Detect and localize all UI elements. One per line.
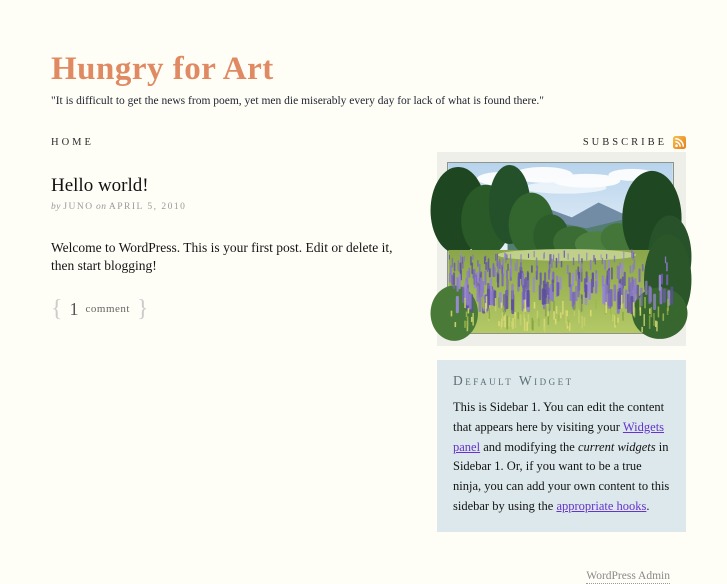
comment-close-brace: }	[136, 296, 149, 322]
byline-date: APRIL 5, 2010	[108, 202, 187, 212]
byline-by: by	[51, 202, 61, 212]
default-widget	[437, 360, 686, 532]
page-footer	[51, 566, 686, 584]
subscribe-label: SUBSCRIBE	[582, 136, 667, 148]
widget-text-part: and modifying the	[480, 439, 578, 454]
comment-open-brace: {	[51, 296, 63, 322]
nav-bar	[51, 134, 686, 150]
post-title-link[interactable]: Hello world!	[51, 175, 149, 196]
comment-count: 1	[69, 298, 79, 319]
byline-author: JUNO	[63, 202, 94, 212]
comments-link[interactable]	[51, 297, 149, 321]
wordpress-admin-link[interactable]: WordPress Admin	[586, 569, 670, 582]
site-tagline: "It is difficult to get the news from poem, yet men die miserably every day for lack of what is found there."	[51, 95, 544, 107]
rss-icon	[673, 136, 686, 149]
appropriate-hooks-link[interactable]: appropriate hooks	[556, 498, 647, 513]
widget-text-part: in Sidebar 1. Or, if you want to be a true ninja, you can add your own content to this sidebar by using the	[453, 439, 670, 513]
post-body: Welcome to WordPress. This is your first post. Edit or delete it, then start blogging!	[51, 240, 393, 273]
page-container	[51, 0, 686, 584]
widget-text	[453, 398, 670, 517]
widget-text-part: .	[646, 498, 650, 513]
widget-title: Default Widget	[453, 373, 574, 388]
post-byline	[51, 202, 413, 212]
sidebar-photo-frame	[437, 152, 686, 346]
sidebar-photo	[447, 162, 674, 334]
post-title	[51, 175, 413, 197]
widgets-panel-link[interactable]: Widgets panel	[453, 419, 665, 454]
content-row	[51, 150, 686, 532]
site-title-link[interactable]: Hungry for Art	[51, 51, 274, 87]
site-header	[51, 52, 686, 108]
widget-text-part: This is Sidebar 1. You can edit the content that appears here by visiting your	[453, 400, 665, 434]
byline-on: on	[96, 202, 107, 212]
widget-text-italic: current widgets	[577, 439, 656, 454]
main-column	[51, 150, 437, 532]
comment-label: comment	[85, 303, 130, 315]
sidebar	[437, 150, 686, 532]
subscribe-link[interactable]	[583, 136, 686, 149]
nav-home-link[interactable]: HOME	[51, 136, 94, 148]
